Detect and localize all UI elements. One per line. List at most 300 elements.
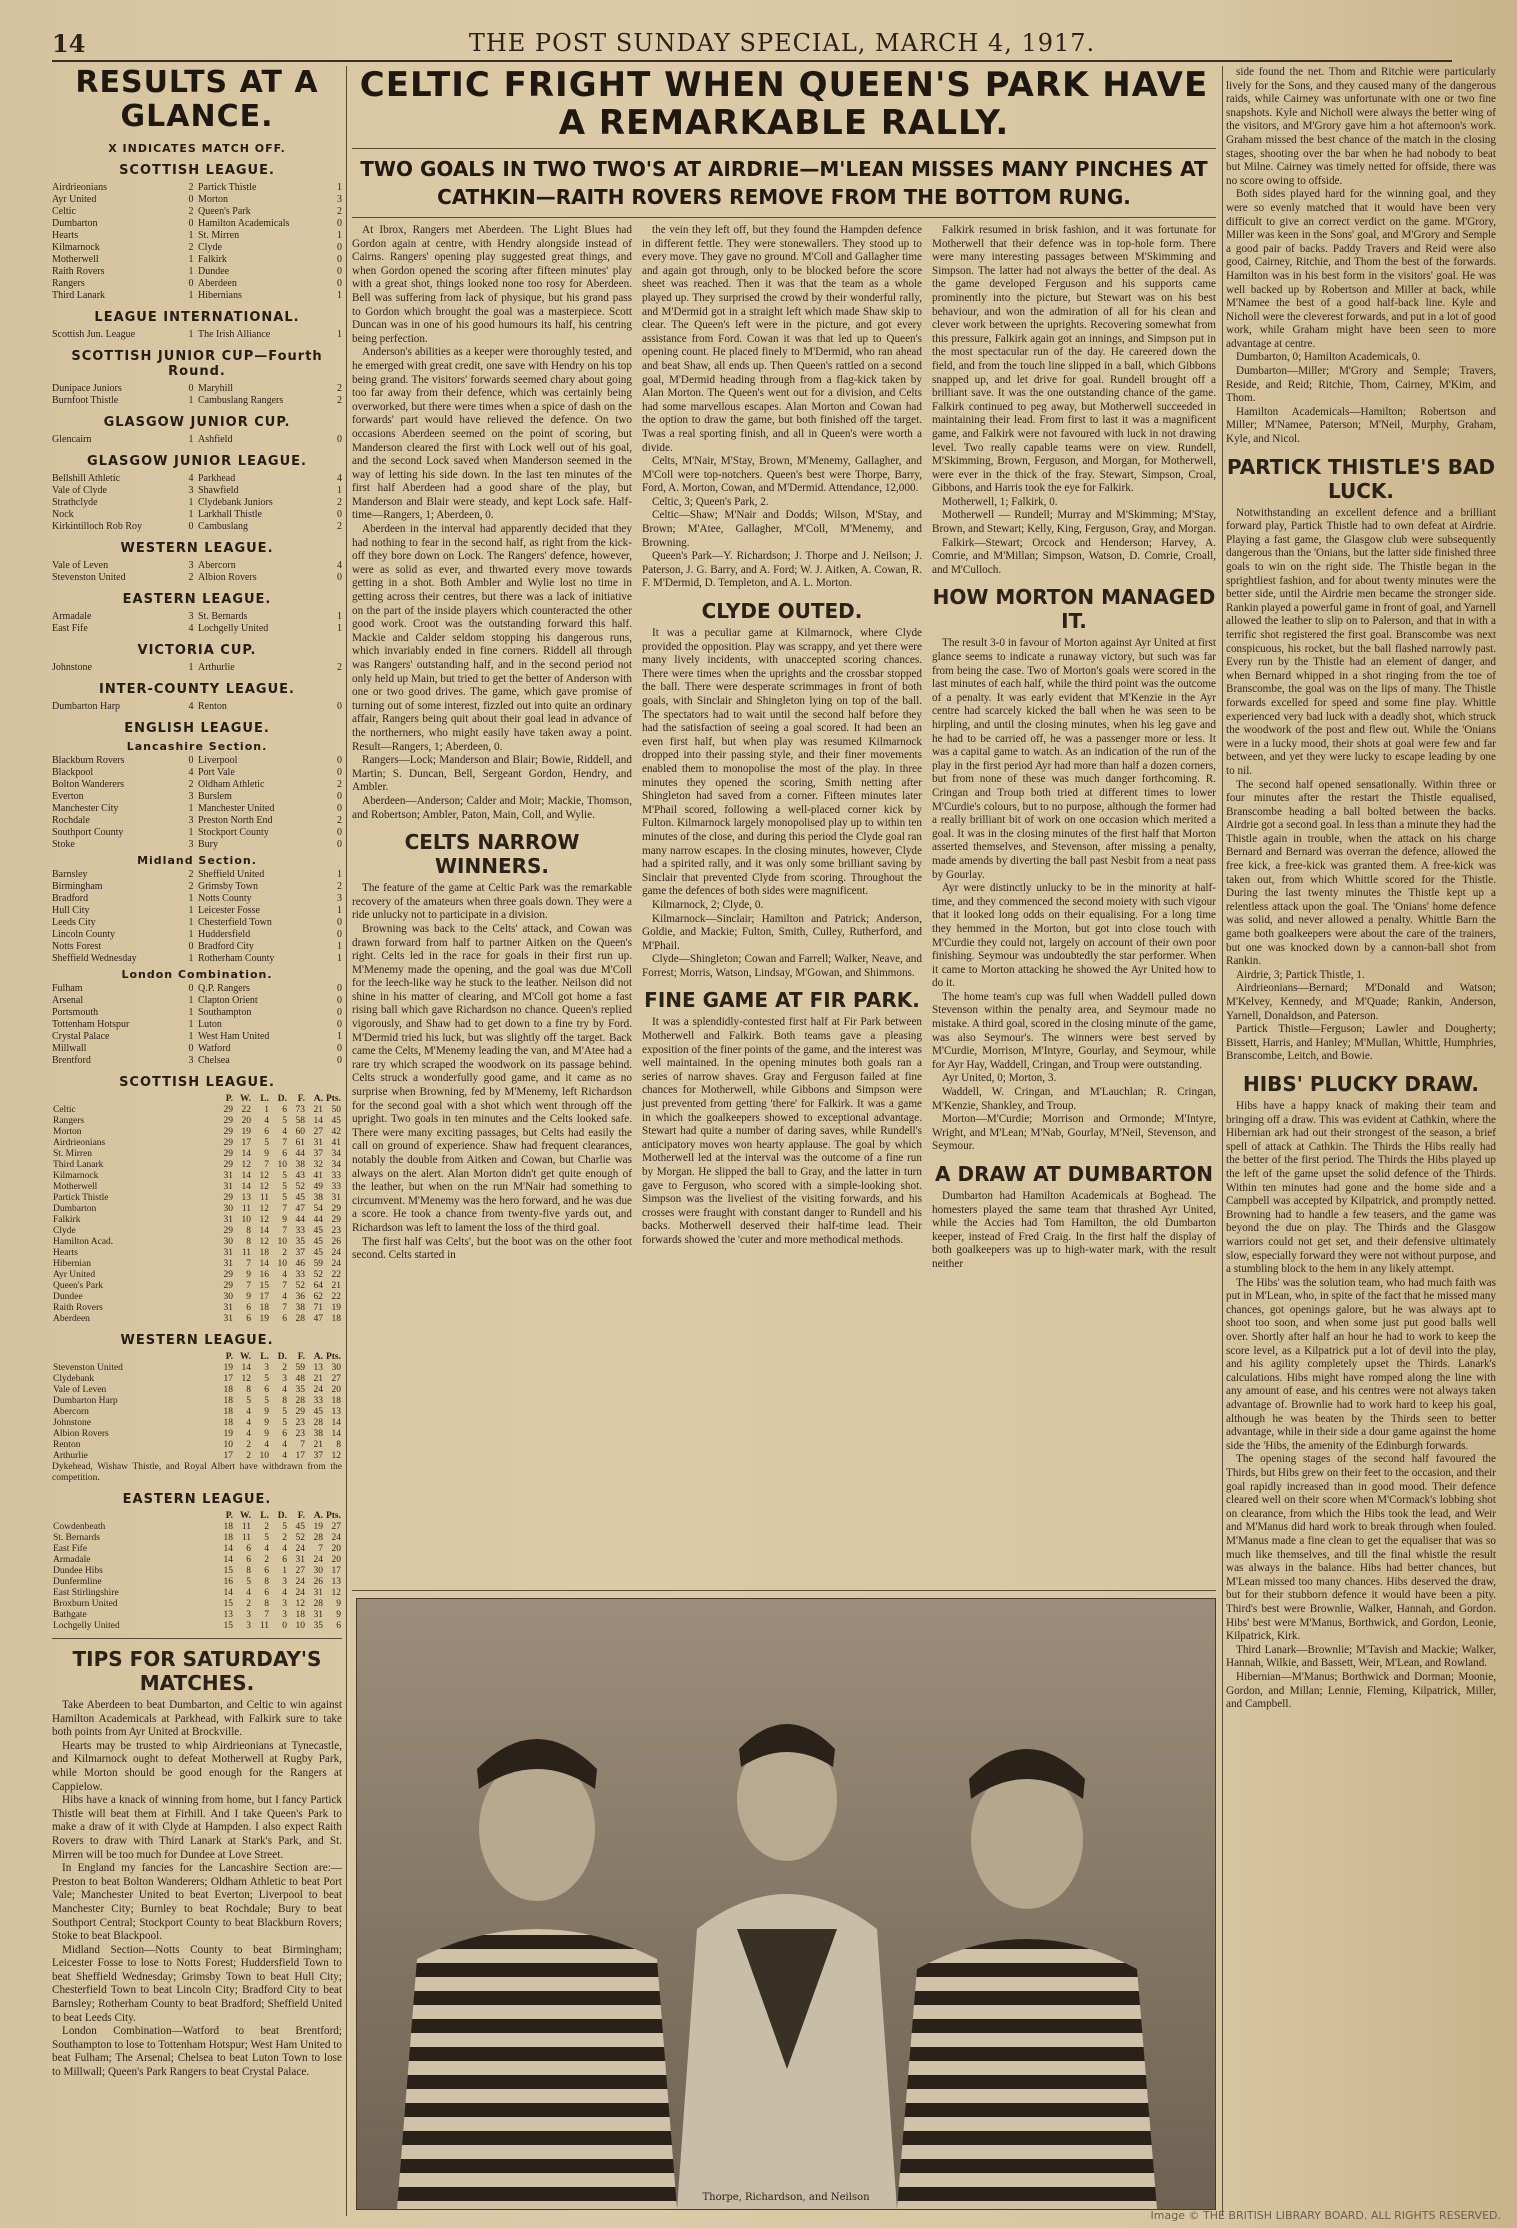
stat-cell: 3 bbox=[282, 1610, 287, 1620]
stat-cell: 23 bbox=[295, 1418, 305, 1428]
partick-scores bbox=[1226, 969, 1496, 1064]
table-row bbox=[52, 1116, 342, 1127]
stat-cell: 3 bbox=[282, 1599, 287, 1609]
paragraph: In England my fancies for the Lancashire Section are:—Preston to beat Bolton Wanderers; Oldham Athletic to beat Port Vale; Manchester United to beat Everton; Liverpool to beat Manchester City; Burnley to beat Rochdale; Bury to beat Southport Central; Stockport County to beat Blackburn Rovers; Stoke to beat Blackpool. bbox=[52, 1862, 342, 1943]
stat-cell: 41 bbox=[331, 1138, 341, 1148]
away-team: Stockport County bbox=[198, 827, 269, 838]
stat-cell: 52 bbox=[295, 1281, 305, 1291]
home-team: Celtic bbox=[52, 206, 76, 217]
table-row bbox=[52, 1440, 342, 1451]
stat-cell: 13 bbox=[313, 1363, 323, 1373]
home-team: Portsmouth bbox=[52, 1007, 99, 1018]
english-sections bbox=[52, 740, 342, 1067]
stat-cell: 8 bbox=[246, 1566, 251, 1576]
paragraph: Hamilton Academicals—Hamilton; Robertson and Miller; M'Namee, Paterson; M'Neil, Murphy, Graham, Kyle, and Nicol. bbox=[1226, 405, 1496, 446]
table-row bbox=[52, 1138, 342, 1149]
stat-cell: 35 bbox=[313, 1621, 323, 1631]
celtic-report bbox=[352, 882, 632, 1263]
away-score: 0 bbox=[337, 218, 342, 229]
result-row bbox=[52, 560, 342, 572]
home-score: 3 bbox=[188, 815, 194, 826]
team-cell: St. Mirren bbox=[53, 1149, 93, 1159]
stat-cell: 14 bbox=[223, 1588, 233, 1598]
stat-cell: 31 bbox=[223, 1248, 233, 1258]
league-table bbox=[52, 1511, 342, 1632]
stat-cell: 30 bbox=[223, 1237, 233, 1247]
story-columns bbox=[352, 224, 1216, 1584]
team-cell: Clydebank bbox=[53, 1374, 95, 1384]
table-row bbox=[52, 1577, 342, 1588]
stat-cell: 4 bbox=[282, 1270, 287, 1280]
stat-cell: 35 bbox=[295, 1237, 305, 1247]
stat-cell: 4 bbox=[282, 1451, 287, 1461]
home-team: Arsenal bbox=[52, 995, 84, 1006]
result-row bbox=[52, 779, 342, 791]
stat-cell: 14 bbox=[241, 1171, 251, 1181]
stat-cell: 31 bbox=[223, 1215, 233, 1225]
team-cell: Armadale bbox=[53, 1555, 91, 1565]
home-score: 0 bbox=[188, 278, 194, 289]
result-row bbox=[52, 701, 342, 713]
home-team: Burnfoot Thistle bbox=[52, 395, 119, 406]
stat-cell: 12 bbox=[241, 1374, 251, 1384]
stat-cell: 32 bbox=[313, 1160, 323, 1170]
stat-cell: 17 bbox=[223, 1451, 233, 1461]
table-row bbox=[52, 1237, 342, 1248]
table-row bbox=[52, 1226, 342, 1237]
table-row bbox=[52, 1149, 342, 1160]
stat-cell: 33 bbox=[313, 1396, 323, 1406]
home-team: Glencairn bbox=[52, 434, 92, 445]
home-team: Stoke bbox=[52, 839, 75, 850]
league-section-title: WESTERN LEAGUE. bbox=[120, 541, 274, 556]
stat-cell: 9 bbox=[264, 1429, 269, 1439]
stat-cell: 24 bbox=[295, 1577, 305, 1587]
result-row bbox=[52, 434, 342, 446]
paragraph: Aberdeen—Anderson; Calder and Moir; Mackie, Thomson, and Robertson; Ambler, Paton, Main, Coll, and Wylie. bbox=[352, 794, 632, 821]
result-row bbox=[52, 767, 342, 779]
away-score: 0 bbox=[337, 995, 342, 1006]
stat-cell: 4 bbox=[264, 1544, 269, 1554]
away-score: 1 bbox=[337, 485, 342, 496]
away-team: Larkhall Thistle bbox=[198, 509, 262, 520]
table-row bbox=[52, 1160, 342, 1171]
stat-cell: 45 bbox=[295, 1522, 305, 1532]
away-team: Preston North End bbox=[198, 815, 273, 826]
away-score: 3 bbox=[337, 194, 342, 205]
stat-cell: 18 bbox=[223, 1396, 233, 1406]
dumbarton-report bbox=[932, 1190, 1216, 1272]
result-row bbox=[52, 905, 342, 917]
stat-cell: 18 bbox=[223, 1407, 233, 1417]
table-row bbox=[52, 1270, 342, 1281]
stat-cell: 15 bbox=[223, 1566, 233, 1576]
paragraph: The opening stages of the second half favoured the Thirds, but Hibs grew on their feet to the occasion, and their goal rapidly increased than in good mood. Their defence cleared well on their score when M'Cormack's lobbing shot on clearance, from which the Hibs took the lead, and Weir and M'Manus did hard work to break through when fouled. M'Manus made a fine clean to get the equaliser that was so much like themselves, and till the final whistle the result was always in the balance. Hibs had better chances, but M'Lean missed too many chances. Hibs deserved the draw, but for their stubborn defence it would have been a pity. Third's best were Brownlie, Walker, Hannah, and Gordon. Hibs' best were M'Manus, Borthwick, and Gordon, Leonie, Kilpatrick, Kirk. bbox=[1226, 1453, 1496, 1643]
stat-cell: 14 bbox=[241, 1363, 251, 1373]
table-row bbox=[52, 1555, 342, 1566]
stat-cell: 24 bbox=[295, 1544, 305, 1554]
away-score: 1 bbox=[337, 611, 342, 622]
away-score: 2 bbox=[337, 497, 342, 508]
away-team: Queen's Park bbox=[198, 206, 251, 217]
stat-cell: 18 bbox=[331, 1396, 341, 1406]
league-section-title: SCOTTISH LEAGUE. bbox=[119, 163, 275, 178]
table-row bbox=[52, 1204, 342, 1215]
away-team: Clydebank Juniors bbox=[198, 497, 273, 508]
away-score: 0 bbox=[337, 278, 342, 289]
team-cell: Hearts bbox=[53, 1248, 78, 1258]
stat-cell: 20 bbox=[241, 1116, 251, 1126]
stat-cell: 7 bbox=[318, 1544, 323, 1554]
paragraph: Motherwell — Rundell; Murray and M'Skimming; M'Stay, Brown, and Stewart; Kelly, King, Ferguson, Gray, and Morgan. bbox=[932, 509, 1216, 536]
away-score: 0 bbox=[337, 434, 342, 445]
stat-cell: 31 bbox=[313, 1138, 323, 1148]
stat-cell: 12 bbox=[295, 1599, 305, 1609]
team-cell: Johnstone bbox=[53, 1418, 91, 1428]
away-score: 2 bbox=[337, 662, 342, 673]
header-cell: A. bbox=[313, 1352, 323, 1362]
away-score: 0 bbox=[337, 803, 342, 814]
home-score: 0 bbox=[188, 194, 194, 205]
stat-cell: 3 bbox=[246, 1621, 251, 1631]
stat-cell: 2 bbox=[264, 1555, 269, 1565]
away-score: 0 bbox=[337, 983, 342, 994]
home-team: Barnsley bbox=[52, 869, 88, 880]
away-score: 1 bbox=[337, 941, 342, 952]
away-team: Rotherham County bbox=[198, 953, 275, 964]
stat-cell: 71 bbox=[313, 1303, 323, 1313]
paragraph: Midland Section—Notts County to beat Birmingham; Leicester Fosse to lose to Notts Forest; Huddersfield Town to beat Sheffield Wednesday; Grimsby Town to beat Hull City; Chesterfield Town to beat Lincoln City; Bradford City to beat Barnsley; Rotherham County to beat Bradford; Sheffield United to beat Leeds City. bbox=[52, 1943, 342, 2024]
stat-cell: 6 bbox=[264, 1385, 269, 1395]
stat-cell: 18 bbox=[223, 1522, 233, 1532]
home-score: 4 bbox=[188, 473, 194, 484]
result-row bbox=[52, 395, 342, 407]
stat-cell: 22 bbox=[331, 1292, 341, 1302]
stat-cell: 45 bbox=[331, 1116, 341, 1126]
stat-cell: 34 bbox=[331, 1160, 341, 1170]
stat-cell: 31 bbox=[223, 1171, 233, 1181]
away-team: Hamilton Academicals bbox=[198, 218, 290, 229]
stat-cell: 5 bbox=[282, 1116, 287, 1126]
result-row bbox=[52, 218, 342, 230]
stat-cell: 7 bbox=[282, 1226, 287, 1236]
away-team: Southampton bbox=[198, 1007, 252, 1018]
home-score: 3 bbox=[188, 485, 194, 496]
stat-cell: 12 bbox=[331, 1588, 341, 1598]
result-row bbox=[52, 383, 342, 395]
home-score: 1 bbox=[188, 509, 194, 520]
header-cell: L. bbox=[260, 1352, 269, 1362]
hibs-subhead: HIBS' PLUCKY DRAW. bbox=[1242, 1071, 1480, 1096]
away-score: 0 bbox=[337, 1007, 342, 1018]
stat-cell: 33 bbox=[295, 1226, 305, 1236]
header-cell: Pts. bbox=[325, 1352, 341, 1362]
paragraph: London Combination—Watford to beat Brentford; Southampton to lose to Tottenham Hotspur; West Ham United to beat Fulham; The Arsenal; Chelsea to beat Luton Town to lose to Millwall; Queen's Park Rangers to beat Crystal Palace. bbox=[52, 2025, 342, 2079]
stat-cell: 24 bbox=[331, 1533, 341, 1543]
home-score: 3 bbox=[188, 611, 194, 622]
team-cell: Broxburn United bbox=[53, 1599, 118, 1609]
away-team: Chesterfield Town bbox=[198, 917, 272, 928]
stat-cell: 9 bbox=[264, 1407, 269, 1417]
result-row bbox=[52, 509, 342, 521]
away-team: Albion Rovers bbox=[198, 572, 257, 583]
away-score: 0 bbox=[337, 791, 342, 802]
stat-cell: 27 bbox=[331, 1522, 341, 1532]
result-row bbox=[52, 929, 342, 941]
away-team: Bradford City bbox=[198, 941, 254, 952]
stat-cell: 23 bbox=[331, 1226, 341, 1236]
home-score: 0 bbox=[188, 521, 194, 532]
stat-cell: 11 bbox=[259, 1193, 269, 1203]
home-score: 1 bbox=[188, 917, 194, 928]
stat-cell: 28 bbox=[313, 1418, 323, 1428]
stat-cell: 29 bbox=[223, 1116, 233, 1126]
stat-cell: 35 bbox=[295, 1385, 305, 1395]
league-table-title: EASTERN LEAGUE. bbox=[122, 1492, 272, 1507]
home-score: 1 bbox=[188, 1007, 194, 1018]
team-cell: Lochgelly United bbox=[53, 1621, 120, 1631]
stat-cell: 4 bbox=[282, 1385, 287, 1395]
stat-cell: 8 bbox=[246, 1226, 251, 1236]
league-table-title: SCOTTISH LEAGUE. bbox=[119, 1075, 275, 1090]
stat-cell: 20 bbox=[331, 1555, 341, 1565]
result-row bbox=[52, 803, 342, 815]
paragraph: Morton—M'Curdie; Morrison and Ormonde; M'Intyre, Wright, and M'Lean; M'Nab, Gourlay, M'Neil, Stevenson, and Seymour. bbox=[932, 1113, 1216, 1153]
stat-cell: 18 bbox=[223, 1418, 233, 1428]
home-team: Bellshill Athletic bbox=[52, 473, 121, 484]
stat-cell: 42 bbox=[331, 1127, 341, 1137]
stat-cell: 4 bbox=[282, 1544, 287, 1554]
away-team: Port Vale bbox=[198, 767, 235, 778]
stat-cell: 4 bbox=[246, 1418, 251, 1428]
home-score: 1 bbox=[188, 662, 194, 673]
stat-cell: 13 bbox=[241, 1193, 251, 1203]
stat-cell: 18 bbox=[259, 1248, 269, 1258]
away-team: Burslem bbox=[198, 791, 232, 802]
stat-cell: 4 bbox=[282, 1440, 287, 1450]
stat-cell: 11 bbox=[259, 1621, 269, 1631]
home-team: Dumbarton Harp bbox=[52, 701, 121, 712]
stat-cell: 4 bbox=[246, 1429, 251, 1439]
stat-cell: 22 bbox=[331, 1270, 341, 1280]
home-score: 1 bbox=[188, 929, 194, 940]
stat-cell: 29 bbox=[331, 1204, 341, 1214]
partick-report bbox=[1226, 507, 1496, 969]
home-team: Tottenham Hotspur bbox=[52, 1019, 130, 1030]
stat-cell: 28 bbox=[295, 1396, 305, 1406]
away-score: 0 bbox=[337, 572, 342, 583]
stat-cell: 29 bbox=[223, 1127, 233, 1137]
home-score: 1 bbox=[188, 434, 194, 445]
away-team: Cambuslang bbox=[198, 521, 248, 532]
result-row bbox=[52, 623, 342, 635]
stat-cell: 9 bbox=[336, 1599, 341, 1609]
results-column bbox=[52, 66, 342, 2080]
stat-cell: 2 bbox=[282, 1363, 287, 1373]
table-row bbox=[52, 1127, 342, 1138]
away-team: Q.P. Rangers bbox=[198, 983, 250, 994]
result-row bbox=[52, 194, 342, 206]
stat-cell: 10 bbox=[223, 1440, 233, 1450]
stat-cell: 31 bbox=[313, 1610, 323, 1620]
stat-cell: 29 bbox=[223, 1270, 233, 1280]
away-team: Notts County bbox=[198, 893, 252, 904]
stat-cell: 5 bbox=[282, 1418, 287, 1428]
header-row bbox=[52, 1352, 342, 1363]
stat-cell: 38 bbox=[313, 1429, 323, 1439]
stat-cell: 17 bbox=[241, 1138, 251, 1148]
away-team: Cambuslang Rangers bbox=[198, 395, 284, 406]
header-cell: W. bbox=[239, 1352, 251, 1362]
stat-cell: 45 bbox=[313, 1407, 323, 1417]
stat-cell: 12 bbox=[259, 1204, 269, 1214]
stat-cell: 5 bbox=[264, 1533, 269, 1543]
stat-cell: 3 bbox=[282, 1374, 287, 1384]
stat-cell: 38 bbox=[295, 1303, 305, 1313]
paragraph: Clyde—Shingleton; Cowan and Farrell; Walker, Neave, and Forrest; Morris, Watson, Lindsay, M'Gowan, and Shimmons. bbox=[642, 953, 922, 979]
stat-cell: 44 bbox=[295, 1215, 305, 1225]
result-row bbox=[52, 329, 342, 341]
paragraph: It was a splendidly-contested first half at Fir Park between Motherwell and Falkirk. Both teams gave a pleasing exposition of the finer points of the game, and the interest was well maintained. In the opening minutes both goals ran a series of narrow shaves. Gray and Ferguson failed at fine chances for Motherwell, while Gibbons and Simpson were just prevented from getting 'there' for Falkirk. It was a game in which the goalkeepers showed to exceptional advantage. Stewart had quite a number of daring saves, while Rundell's anticipatory moves won hearty applause. The goal by which Motherwell led at the interval was the outcome of a fine run by Morgan. He slipped the ball to Gray, and the latter in turn gave to Ferguson, who scored with a simple-looking shot. Simpson was the liveliest of the visiting forwards, and his crosses were fraught with constant danger to Rundell and his backs. Motherwell deserved their half-time lead. Their forwards showed the 'cuter and more methodical methods. bbox=[642, 1016, 922, 1246]
stat-cell: 22 bbox=[241, 1105, 251, 1115]
away-score: 2 bbox=[337, 815, 342, 826]
stat-cell: 2 bbox=[246, 1599, 251, 1609]
paragraph: Hibernian—M'Manus; Borthwick and Dorman; Moonie, Gordon, and Millan; Lennie, Fleming, Kilpatrick, Miller, and Campbell. bbox=[1226, 1670, 1496, 1711]
home-team: Birmingham bbox=[52, 881, 103, 892]
stat-cell: 30 bbox=[223, 1204, 233, 1214]
away-score: 1 bbox=[337, 290, 342, 301]
stat-cell: 2 bbox=[246, 1451, 251, 1461]
table-row bbox=[52, 1259, 342, 1270]
home-team: Leeds City bbox=[52, 917, 96, 928]
english-subsection-title: Lancashire Section. bbox=[126, 740, 268, 753]
stat-cell: 29 bbox=[331, 1215, 341, 1225]
paragraph: the vein they left off, but they found the Hampden defence in different fettle. They were stonewallers. They stood up to every move. They gave no ground. M'Coll and Gallagher time and again got through, only to be blocked before the score sheet was reached. Then it was that the team as a whole played up. They surprised the crowd by their wonderful rally, and M'Dermid got in a straight left which made Shaw skip to clear. The Queen's left were in the picture, and got every assistance from Ford. Cowan it was that led up to Queen's opening count. He placed finely to M'Dermid, who ran ahead and beat Shaw, all ends up. Then Queen's rattled on a second goal, M'Dermid heading through from a flag-kick taken by Alan Morton. The Queen's went out for a division, and Celts had some marvellous escapes. Alan Morton and Cowan had the option to draw the game, but both finished off the target. Twas a real sporting finish, and all in Queen's were worth a divide. bbox=[642, 224, 922, 454]
stat-cell: 8 bbox=[336, 1440, 341, 1450]
stat-cell: 27 bbox=[331, 1374, 341, 1384]
stat-cell: 14 bbox=[259, 1226, 269, 1236]
league-section-title: LEAGUE INTERNATIONAL. bbox=[94, 310, 300, 325]
stat-cell: 9 bbox=[282, 1215, 287, 1225]
table-row bbox=[52, 1429, 342, 1440]
stat-cell: 6 bbox=[264, 1566, 269, 1576]
away-team: Falkirk bbox=[198, 254, 227, 265]
stat-cell: 62 bbox=[313, 1292, 323, 1302]
stat-cell: 19 bbox=[259, 1314, 269, 1324]
stat-cell: 37 bbox=[313, 1451, 323, 1461]
stat-cell: 41 bbox=[313, 1171, 323, 1181]
away-team: Luton bbox=[198, 1019, 222, 1030]
away-score: 0 bbox=[337, 1019, 342, 1030]
stat-cell: 33 bbox=[295, 1270, 305, 1280]
stat-cell: 18 bbox=[295, 1610, 305, 1620]
table-row bbox=[52, 1385, 342, 1396]
paragraph: Hibs have a happy knack of making their team and bringing off a draw. This was evident at Cathkin, where the Hibernian ark had out their strongest of the season, a brief spell of attack at Cathkin. The Thirds the Hibs really had the better of the first period. The Thirds the Hibs played up the left of the game upset the solid defence of the Thirds. Within ten minutes had gone and the home side and a Campbell was accepted by Kilpatrick, and promptly netted. Browning had to handle a few teasers, and the game was beyond the due on play. The Thirds and the Glasgow warriors could not get set, and their defensive ultimately slow, especially forward they were not without purpose, and a stumbling block to the hem in any likely attempt. bbox=[1226, 1099, 1496, 1276]
away-score: 0 bbox=[337, 755, 342, 766]
stat-cell: 7 bbox=[282, 1204, 287, 1214]
firpark-subhead: FINE GAME AT FIR PARK. bbox=[644, 988, 920, 1013]
header-cell: Pts. bbox=[325, 1094, 341, 1104]
header-cell bbox=[52, 1511, 216, 1522]
stat-cell: 12 bbox=[259, 1215, 269, 1225]
stat-cell: 3 bbox=[246, 1610, 251, 1620]
stat-cell: 29 bbox=[223, 1149, 233, 1159]
stat-cell: 15 bbox=[223, 1621, 233, 1631]
stat-cell: 6 bbox=[264, 1127, 269, 1137]
away-team: St. Bernards bbox=[198, 611, 248, 622]
home-score: 2 bbox=[188, 242, 194, 253]
stat-cell: 19 bbox=[241, 1127, 251, 1137]
home-team: Bradford bbox=[52, 893, 89, 904]
away-score: 2 bbox=[337, 206, 342, 217]
away-score: 1 bbox=[337, 182, 342, 193]
header-cell: L. bbox=[260, 1094, 269, 1104]
results-sections bbox=[52, 163, 342, 713]
stat-cell: 43 bbox=[295, 1171, 305, 1181]
english-subsection-title: Midland Section. bbox=[137, 854, 257, 867]
stat-cell: 7 bbox=[246, 1281, 251, 1291]
stat-cell: 4 bbox=[282, 1588, 287, 1598]
league-table-title: WESTERN LEAGUE. bbox=[120, 1333, 274, 1348]
away-score: 2 bbox=[337, 881, 342, 892]
result-row bbox=[52, 893, 342, 905]
stat-cell: 28 bbox=[295, 1314, 305, 1324]
stat-cell: 31 bbox=[313, 1588, 323, 1598]
stat-cell: 5 bbox=[264, 1374, 269, 1384]
home-score: 1 bbox=[188, 266, 194, 277]
stat-cell: 4 bbox=[246, 1407, 251, 1417]
photo-caption: Thorpe, Richardson, and Neilson bbox=[702, 2192, 870, 2203]
stat-cell: 15 bbox=[259, 1281, 269, 1291]
main-subhead: TWO GOALS IN TWO TWO'S AT AIRDRIE—M'LEAN MISSES MANY PINCHES AT CATHKIN—RAITH ROVERS REMOVE FROM THE BOTTOM RUNG. bbox=[360, 157, 1208, 209]
home-team: Everton bbox=[52, 791, 84, 802]
column-rule bbox=[346, 66, 347, 2216]
stat-cell: 1 bbox=[282, 1566, 287, 1576]
home-score: 1 bbox=[188, 893, 194, 904]
home-team: Millwall bbox=[52, 1043, 87, 1054]
home-team: Raith Rovers bbox=[52, 266, 105, 277]
tips-headline: TIPS FOR SATURDAY'S MATCHES. bbox=[72, 1647, 322, 1695]
stat-cell: 6 bbox=[246, 1555, 251, 1565]
morton-subhead: HOW MORTON MANAGED IT. bbox=[932, 585, 1216, 634]
stat-cell: 31 bbox=[223, 1303, 233, 1313]
stat-cell: 10 bbox=[277, 1237, 287, 1247]
masthead bbox=[52, 26, 1452, 62]
table-row bbox=[52, 1292, 342, 1303]
team-cell: Morton bbox=[53, 1127, 82, 1137]
result-row bbox=[52, 1031, 342, 1043]
paragraph: At Ibrox, Rangers met Aberdeen. The Light Blues had Gordon again at centre, with Hendry alongside instead of Cairns. Rangers' opening play suggested great things, and when Gordon opened the scoring after fifteen minutes' play with a great shot, things looked none too rosy for Aberdeen. Bell was suffering from lack of physique, but his grand pass to Gordon which brought the goal was a masterpiece. Scott Duncan was in one of his good humours its half, his centring being perfection. bbox=[352, 224, 632, 345]
league-table-body bbox=[52, 1105, 342, 1325]
home-team: Dunipace Juniors bbox=[52, 383, 122, 394]
result-row bbox=[52, 827, 342, 839]
stat-cell: 14 bbox=[259, 1259, 269, 1269]
team-cell: Renton bbox=[53, 1440, 81, 1450]
stat-cell: 6 bbox=[282, 1149, 287, 1159]
away-team: Partick Thistle bbox=[198, 182, 257, 193]
stat-cell: 6 bbox=[264, 1588, 269, 1598]
header-cell: F. bbox=[297, 1094, 305, 1104]
away-team: Morton bbox=[198, 194, 228, 205]
paragraph: The Hibs' was the solution team, who had much faith was put in M'Lean, who, in spite of the fact that he missed many chances, got openings galore, but he was always apt to shoot too soon, and when some just put good balls well over. Shortly after half an hour he had to work to keep the score level, as a Kilpatrick put a lot of devil into the play, and his agility completely upset the Thirds. Lanark's calculations. Hibs might have romped along the line with any amount of ease, and his centres were not always taken advantage of. Brownlie had to work hard to keep his goal, although he was beaten by the Thirds seen to better advantage, while in their side a dour game against the home side the 'Hibs, the amenity of the Edinburgh forwards. bbox=[1226, 1276, 1496, 1452]
home-score: 1 bbox=[188, 290, 194, 301]
team-cell: Albion Rovers bbox=[53, 1429, 109, 1439]
home-score: 1 bbox=[188, 905, 194, 916]
stat-cell: 4 bbox=[282, 1292, 287, 1302]
stat-cell: 50 bbox=[331, 1105, 341, 1115]
stat-cell: 29 bbox=[223, 1226, 233, 1236]
stat-cell: 23 bbox=[295, 1429, 305, 1439]
